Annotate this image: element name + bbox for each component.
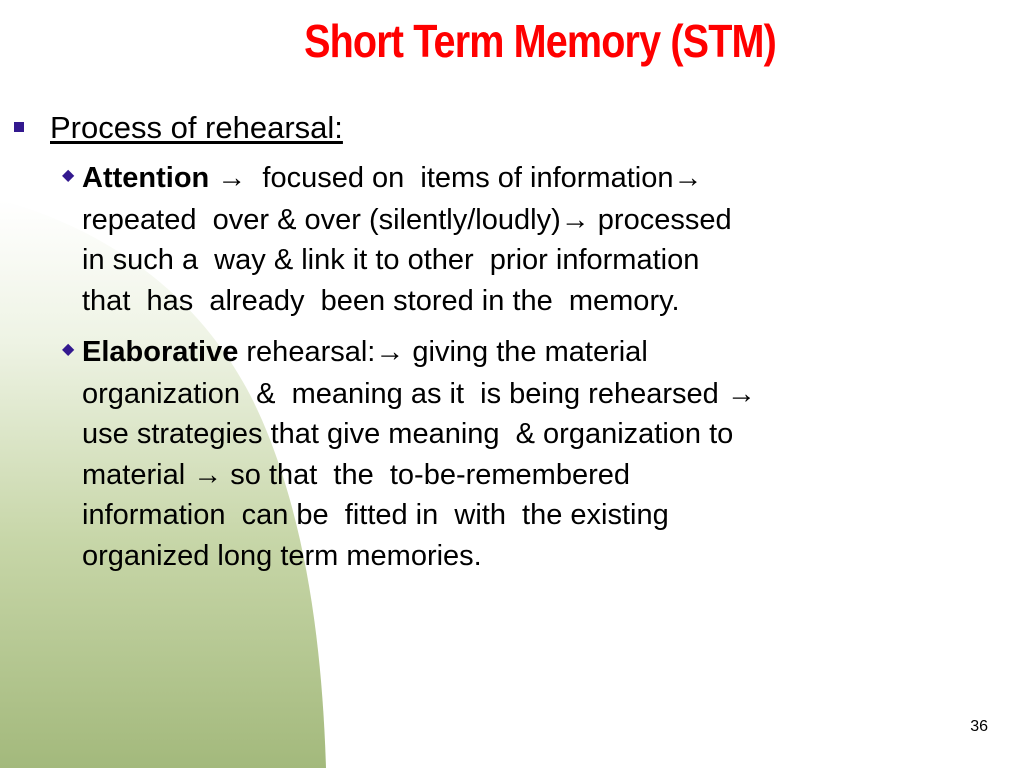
sub-bullet-line: material → so that the to-be-remembered [82,458,631,491]
square-bullet-icon [14,122,24,132]
term-attention: Attention [82,162,210,194]
sub-bullet-line [62,158,992,200]
sub-bullet-text: rehearsal:→ giving the material [238,336,648,368]
sub-bullet-line: that has already been stored in the memory. [82,284,680,317]
sub-bullet-elaborative [62,332,992,576]
bullet-text: Process of rehearsal: [50,110,343,145]
bullet-process-of-rehearsal [14,108,343,148]
sub-bullet-text: → focused on items of information→ [209,162,703,194]
page-number: 36 [970,718,988,735]
sub-bullet-line [62,332,992,374]
sub-bullet-line: organization & meaning as it is being rehearsed → [82,377,756,410]
sub-bullet-line: use strategies that give meaning & organization to [82,418,734,451]
sub-bullet-line: repeated over & over (silently/loudly)→ processed [82,203,732,236]
sub-bullet-attention [62,158,992,321]
sub-bullet-line: information can be fitted in with the existing [82,499,669,532]
diamond-bullet-icon: ◆ [62,341,75,359]
term-elaborative: Elaborative [82,336,239,368]
slide-title: Short Term Memory (STM) [304,15,776,67]
sub-bullet-line: in such a way & link it to other prior information [82,244,700,277]
diamond-bullet-icon: ◆ [62,167,75,185]
sub-bullet-line: organized long term memories. [82,539,482,572]
